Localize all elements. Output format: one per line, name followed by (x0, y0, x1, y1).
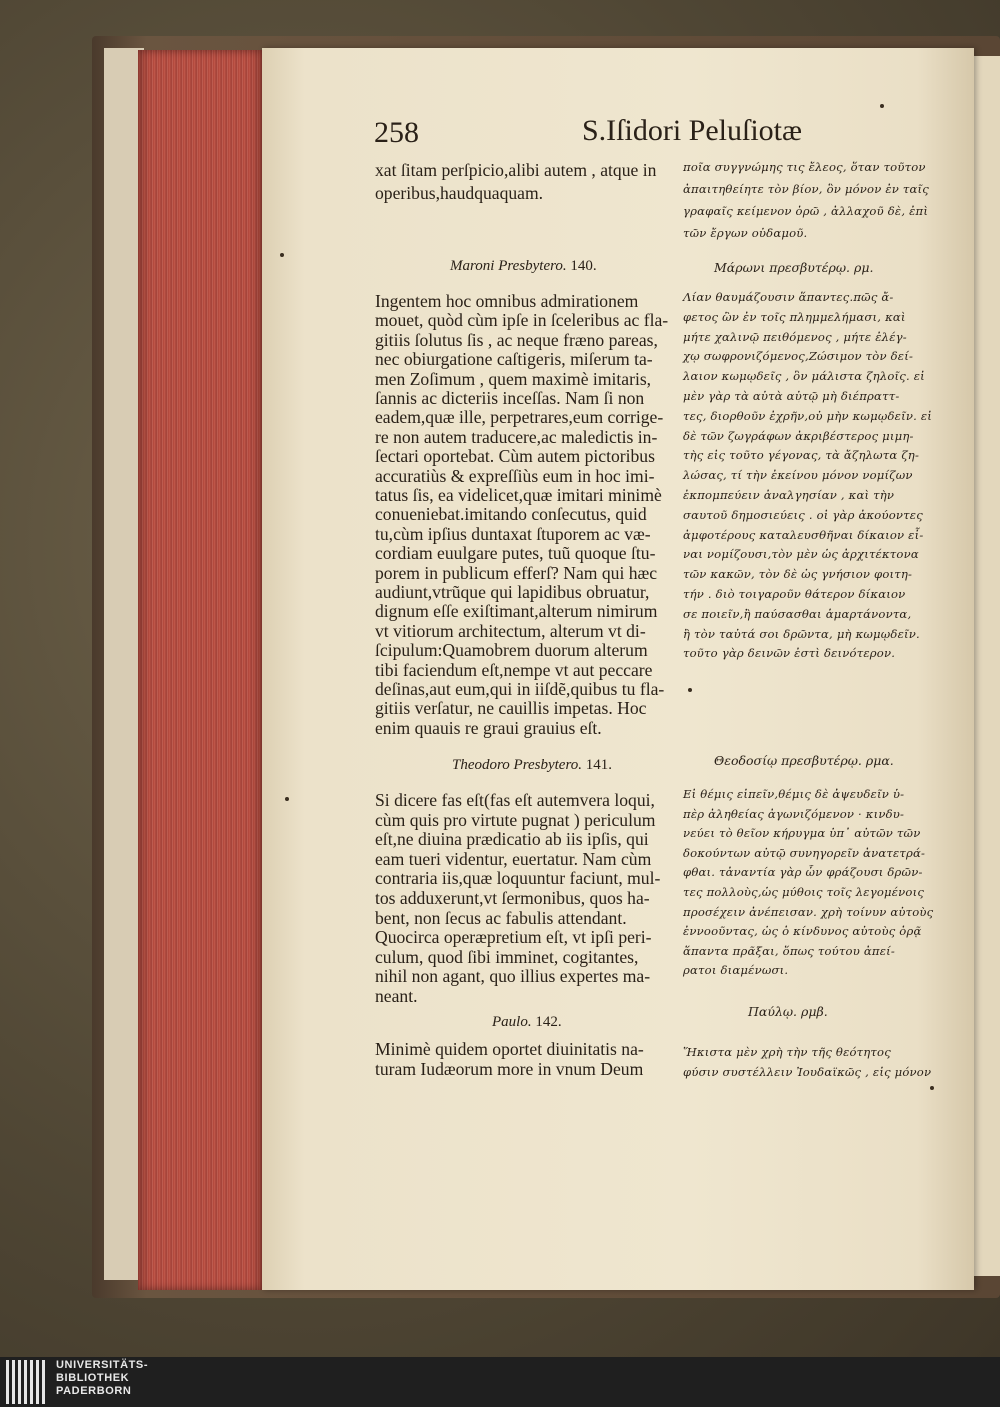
greek-line: λώσας, τί τὴν ἐκείνου μόνον νομίζων (683, 468, 913, 483)
greek-line: πὲρ ἀληθείας ἀγωνιζόμενον · κινδυ- (683, 806, 905, 821)
latin-line: ſcipulum:Quamobrem duorum alterum (375, 640, 648, 661)
next-page-edge (970, 56, 1000, 1276)
greek-line: γραφαῖς κείμενον ὁρῶ , ἀλλαχοῦ δὲ, ἐπὶ (683, 204, 929, 218)
latin-line: cordiam euulgare putes, tuũ quoque ſtu- (375, 543, 656, 564)
letter-142-greek-heading: Παύλῳ. ρμβ. (748, 1004, 828, 1019)
library-name-line1: UNIVERSITÄTS- (56, 1359, 149, 1371)
letter-141-greek-heading: Θεοδοσίῳ πρεσβυτέρῳ. ρμα. (714, 753, 894, 768)
latin-line: Ingentem hoc omnibus admirationem (375, 291, 639, 311)
latin-line: eadem,quæ ille, perpetrares,eum corrige- (375, 407, 664, 428)
heading-text: Maroni Presbytero. (450, 258, 567, 274)
red-page-edges (138, 50, 264, 1290)
greek-line: φύσιν συστέλλειν Ἰουδαϊκῶς , εἰς μόνον (683, 1065, 932, 1079)
library-logo-icon (6, 1360, 52, 1404)
greek-line: τήν . διὸ τοιγαροῦν θάτερον δίκαιον (683, 587, 906, 601)
greek-line: ἐκπομπεύειν ἀναλγησίαν , καὶ τὴν (683, 488, 895, 502)
latin-line: neant. (375, 986, 418, 1006)
greek-line: φθαι. τἀναντία γὰρ ὧν φράζουσι δρῶν- (683, 865, 923, 880)
greek-line: Λίαν θαυμάζουσιν ἅπαντες.πῶς ἄ- (683, 290, 894, 304)
latin-line: eam tueri videntur, euertatur. Nam cùm (375, 848, 652, 869)
latin-line: vt vitiorum architectum, alterum vt di- (375, 620, 646, 641)
paper-speck (280, 253, 284, 257)
latin-line: contraria iis,quæ loquuntur faciunt, mul- (375, 868, 661, 889)
greek-line: λαιον κωμῳδεῖς , ὃν μάλιστα ζηλοῖς. εἰ (683, 369, 925, 384)
latin-line: tos adduxerunt,vt ſermonibus, quos ha- (375, 888, 650, 908)
greek-line: ἀπαιτηθείητε τὸν βίον, ὃν μόνον ἐν ταῖς (683, 182, 929, 196)
latin-line: tibi faciendum eſt,nempe vt aut peccare (375, 659, 653, 680)
greek-line: σαυτοῦ δημοσιεύεις . οἱ γὰρ ἀκούοντες (683, 507, 923, 522)
greek-line: ρατοι διαμένωσι. (683, 963, 789, 978)
paper-speck (930, 1086, 934, 1090)
latin-line: operibus,haudquaquam. (375, 182, 544, 203)
library-name-line2: BIBLIOTHEK (56, 1372, 130, 1384)
letter-140-latin-heading (450, 258, 597, 275)
greek-line: ναι νομίζουσι,τὸν μὲν ὡς ἀρχιτέκτονα (683, 547, 919, 562)
latin-line: gitiis verſatur, ne cauillis impetas. Hoc (375, 698, 647, 719)
greek-line: τῶν κακῶν, τὸν δὲ ὡς γνήσιον φοιτη- (683, 567, 913, 582)
latin-line: Minimè quidem oportet diuinitatis na- (375, 1039, 644, 1059)
latin-line: conueniebat.imitando conſecutus, quid (375, 504, 647, 525)
letter-141-latin-heading (452, 757, 612, 774)
greek-line: ἅπαντα πρᾶξαι, ὅπως τούτου ἀπεί- (683, 943, 895, 958)
footer-bar (0, 1357, 1000, 1407)
latin-line: enim quauis re graui grauius eſt. (375, 717, 602, 738)
letter-140-greek-heading: Μάρωνι πρεσβυτέρῳ. ρμ. (714, 260, 874, 275)
latin-line: turam Iudæorum more in vnum Deum (375, 1058, 644, 1079)
greek-line: δοκούντων αὐτῷ συνηγορεῖν ἀνατετρά- (683, 845, 926, 860)
latin-line: Quocirca operæpretium eſt, vt ipſi peri- (375, 927, 652, 948)
latin-line: tatus ſis, ea videlicet,quæ imitari minimè (375, 485, 662, 505)
paper-speck (688, 688, 692, 692)
latin-line: Si dicere fas eſt(fas eſt autemvera loqui, (375, 790, 655, 810)
running-head: S.Iſidori Peluſiotæ (582, 114, 803, 147)
greek-line: δὲ τῶν ζωγράφων ἀκριβέστερος μιμη- (683, 428, 914, 443)
greek-line: τῶν ἔργων οὐδαμοῦ. (683, 226, 808, 240)
greek-line: μήτε χαλινῷ πειθόμενος , μήτε ἐλέγ- (683, 329, 907, 344)
greek-line: τὴς εἰς τοῦτο γέγονας, τὰ ἄζηλωτα ζη- (683, 448, 920, 463)
page-number: 258 (374, 116, 419, 149)
latin-line: mouet, quòd cùm ipſe in ſceleribus ac fla- (375, 310, 669, 331)
latin-line: nec obiurgatione caſtigeris, miſerum ta- (375, 349, 653, 370)
greek-line: ἀμφοτέρους καταλευσθῆναι δίκαιον εἶ- (683, 527, 924, 542)
greek-line: Ἥκιστα μὲν χρὴ τὴν τῆς θεότητος (683, 1045, 891, 1059)
letter-142-latin-heading (492, 1014, 562, 1031)
letter-number: 142. (535, 1014, 562, 1030)
greek-line: χῳ σωφρονιζόμενος,Ζώσιμον τὸν δεί- (683, 349, 914, 364)
latin-line: dignum eſſe exiſtimant,alterum nimirum (375, 601, 658, 622)
paper-speck (880, 104, 884, 108)
latin-line: ſectari oportebat. Cùm autem pictoribus (375, 446, 655, 467)
latin-line: re non autem traducere,ac maledictis in- (375, 426, 658, 447)
latin-line: bent, non ſecus ac fabulis attendant. (375, 907, 627, 928)
greek-line: τες πολλοὺς,ὡς μύθοις τοῖς λεγομένοις (683, 885, 925, 899)
greek-line: ποῖα συγγνώμης τις ἔλεος, ὅταν τοῦτον (683, 160, 926, 174)
greek-line: νεύει τὸ θεῖον κήρυγμα ὑπ᾽ αὐτῶν τῶν (683, 826, 921, 841)
greek-line: σε ποιεῖν,ἢ παύσασθαι ἁμαρτάνοντα, (683, 606, 912, 621)
greek-line: Εἰ θέμις εἰπεῖν,θέμις δὲ ἀψευδεῖν ὑ- (683, 787, 905, 801)
latin-line: xat ſitam perſpicio,alibi autem , atque in (375, 160, 657, 180)
latin-line: nihil non agant, quo illius expertes ma- (375, 966, 651, 987)
library-name-line3: PADERBORN (56, 1385, 132, 1397)
greek-line: ἢ τὸν ταὐτά σοι δρῶντα, μὴ κωμῳδεῖν. (683, 626, 920, 641)
greek-line: μὲν γὰρ τὰ αὐτὰ αὐτῷ μὴ διέπραττ- (683, 389, 900, 403)
latin-line: tu,cùm ipſius duntaxat ſtuporem ac væ- (375, 523, 651, 544)
greek-line: ἐννοοῦντας, ὡς ὁ κίνδυνος αὐτοὺς ὁρᾷ (683, 924, 922, 939)
heading-text: Theodoro Presbytero. (452, 757, 582, 773)
latin-line: gitiis ſolutus ſis , ac neque fræno pareas, (375, 329, 658, 350)
latin-line: culum, quod ſibi imminet, cogitantes, (375, 946, 639, 967)
latin-line: eſt,ne diuina prædicatio ab iis ipſis, qui (375, 829, 649, 850)
paper-speck (285, 797, 289, 801)
letter-number: 140. (570, 258, 597, 274)
latin-line: ſannis ac dicteriis inceſſas. Nam ſi non (375, 388, 645, 408)
greek-line: τες, διορθοῦν ἐχρῆν,οὐ μὴν κωμῳδεῖν. εἰ (683, 408, 933, 423)
greek-line: προσέχειν ἀνέπεισαν. χρὴ τοίνυν αὐτοὺς (683, 904, 934, 919)
greek-line: τοῦτο γὰρ δεινῶν ἐστὶ δεινότερον. (683, 646, 896, 661)
greek-line: φετος ὢν ἐν τοῖς πλημμελήμασι, καὶ (683, 309, 906, 324)
latin-line: cùm quis pro virtute pugnat ) periculum (375, 809, 656, 830)
latin-line: deſinas,aut eum,qui in iiſdẽ,quibus tu fla- (375, 679, 665, 699)
heading-text: Paulo. (492, 1014, 532, 1030)
latin-line: audiunt,vtrũque qui lapidibus obruatur, (375, 582, 650, 602)
letter-number: 141. (585, 757, 612, 773)
latin-line: porem in publicum efferſ? Nam qui hæc (375, 562, 658, 583)
latin-line: men Zoſimum , quem maximè imitaris, (375, 368, 652, 389)
latin-line: accuratiùs & expreſſiùs eum in hoc imi- (375, 465, 655, 486)
